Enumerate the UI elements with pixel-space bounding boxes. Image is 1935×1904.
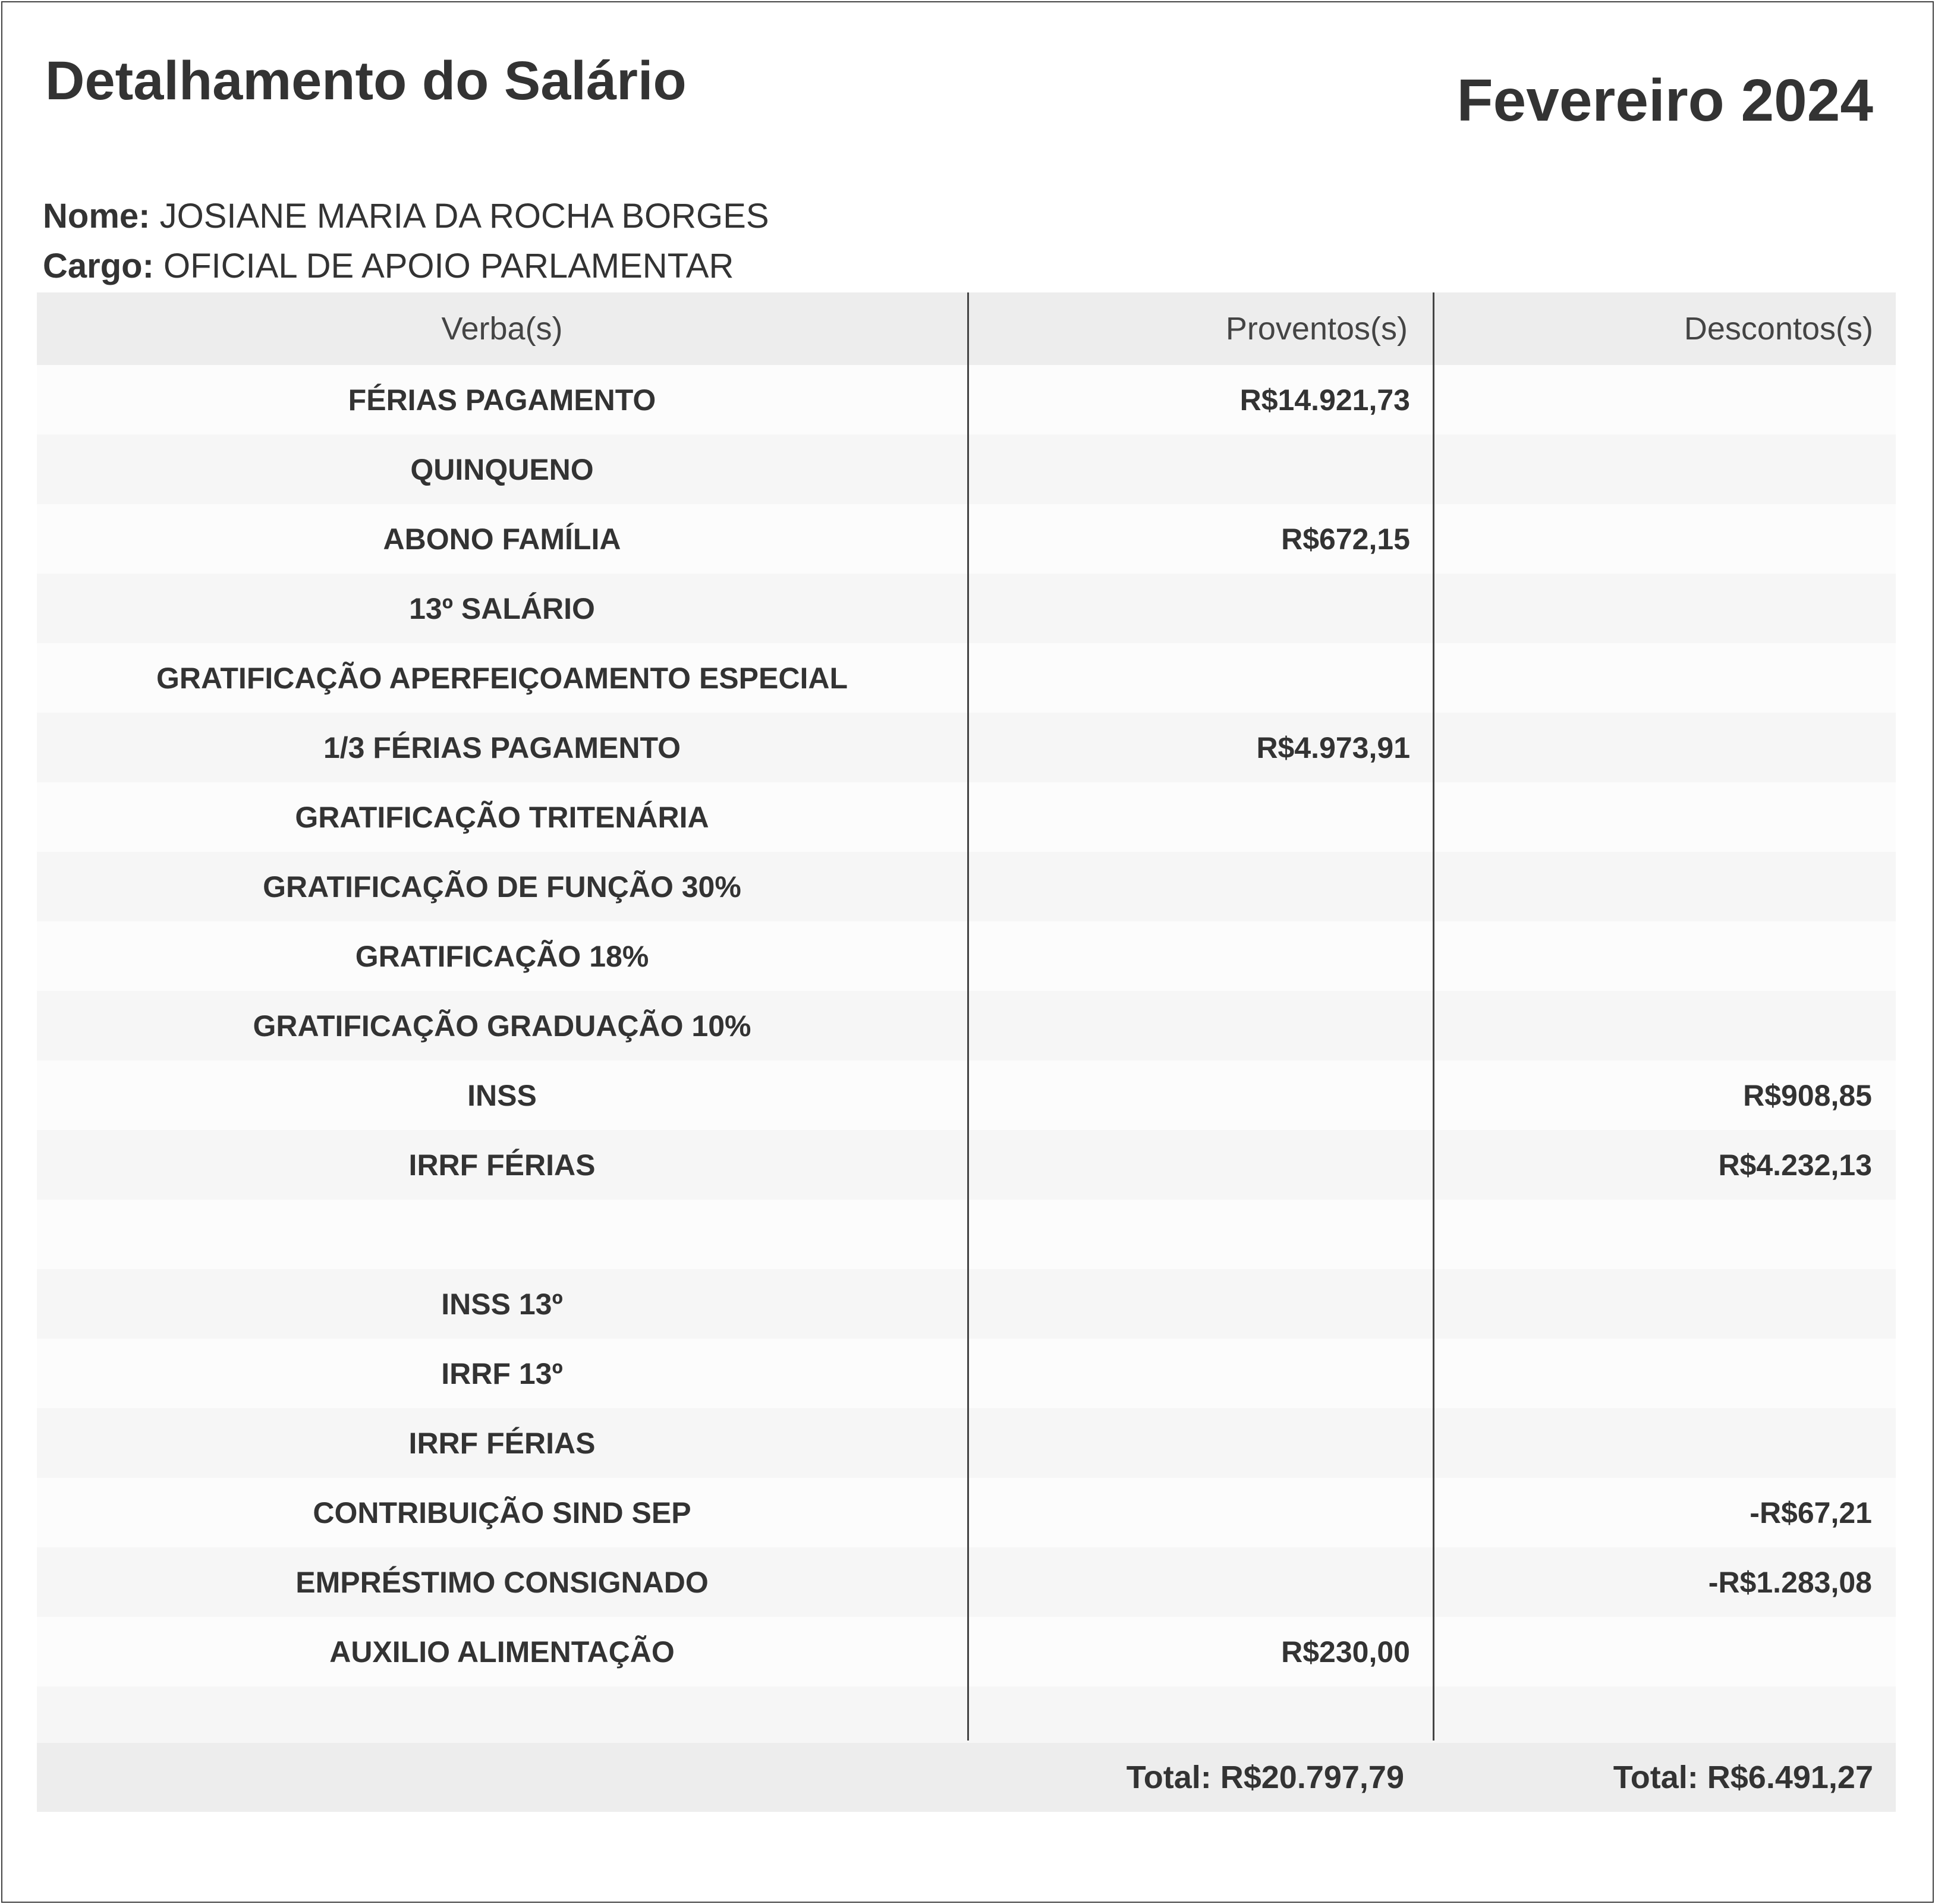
verba-cell: INSS 13º [441, 1287, 563, 1321]
proventos-cell [967, 435, 1433, 504]
descontos-cell [1433, 782, 1896, 852]
table-row [37, 713, 1896, 782]
verba-cell: EMPRÉSTIMO CONSIGNADO [295, 1565, 709, 1599]
role-label: Cargo: [43, 247, 154, 285]
proventos-cell [967, 1269, 1433, 1339]
proventos-cell [967, 852, 1433, 921]
proventos-cell [967, 1478, 1433, 1547]
table-row [37, 1339, 1896, 1408]
proventos-cell: R$672,15 [1281, 522, 1410, 556]
total-proventos: Total: R$20.797,79 [1126, 1760, 1404, 1795]
verba-cell: INSS [467, 1078, 537, 1112]
table-footer [37, 1743, 1896, 1812]
proventos-cell: R$14.921,73 [1239, 383, 1410, 417]
page-title: Detalhamento do Salário [45, 51, 687, 111]
proventos-cell [967, 1547, 1433, 1617]
table-row [37, 782, 1896, 852]
table-row [37, 1060, 1896, 1130]
table-row [37, 504, 1896, 574]
employee-name [43, 196, 769, 236]
employee-role [43, 246, 734, 286]
table-body [37, 365, 1896, 1756]
table-row [37, 365, 1896, 435]
proventos-cell [967, 1200, 1433, 1269]
name-value: JOSIANE MARIA DA ROCHA BORGES [159, 197, 769, 235]
proventos-cell [967, 782, 1433, 852]
verba-cell: GRATIFICAÇÃO DE FUNÇÃO 30% [263, 870, 741, 904]
table-header [37, 292, 1896, 365]
table-row [37, 1269, 1896, 1339]
table-row [37, 852, 1896, 921]
descontos-cell [1433, 574, 1896, 643]
descontos-cell [1433, 365, 1896, 435]
verba-cell: QUINQUENO [410, 452, 594, 486]
verba-cell: FÉRIAS PAGAMENTO [348, 383, 656, 417]
column-header-descontos: Descontos(s) [1684, 311, 1873, 347]
verba-cell [37, 1200, 967, 1269]
verba-cell: ABONO FAMÍLIA [383, 522, 621, 556]
descontos-cell [1433, 921, 1896, 991]
verba-cell: CONTRIBUIÇÃO SIND SEP [313, 1496, 691, 1530]
proventos-cell [967, 1130, 1433, 1200]
column-divider [967, 292, 969, 1741]
proventos-cell [967, 1060, 1433, 1130]
total-descontos: Total: R$6.491,27 [1613, 1760, 1873, 1795]
table-row [37, 574, 1896, 643]
descontos-cell [1433, 852, 1896, 921]
descontos-cell [1433, 504, 1896, 574]
verba-cell: GRATIFICAÇÃO TRITENÁRIA [295, 800, 709, 834]
table-row [37, 435, 1896, 504]
proventos-cell [967, 991, 1433, 1060]
proventos-cell [967, 574, 1433, 643]
descontos-cell: -R$67,21 [1750, 1496, 1872, 1530]
table-row [37, 1547, 1896, 1617]
descontos-cell [1433, 1339, 1896, 1408]
verba-cell: IRRF 13º [441, 1357, 563, 1390]
table-row [37, 921, 1896, 991]
descontos-cell: -R$1.283,08 [1708, 1565, 1872, 1599]
proventos-cell [967, 643, 1433, 713]
verba-cell: 1/3 FÉRIAS PAGAMENTO [323, 731, 681, 764]
proventos-cell [967, 921, 1433, 991]
column-header-verba: Verba(s) [441, 311, 563, 347]
descontos-cell [1433, 713, 1896, 782]
table-row [37, 1200, 1896, 1269]
column-header-proventos: Proventos(s) [1225, 311, 1408, 347]
descontos-cell [1433, 643, 1896, 713]
table-row [37, 1408, 1896, 1478]
verba-cell: GRATIFICAÇÃO GRADUAÇÃO 10% [253, 1009, 751, 1043]
verba-cell: GRATIFICAÇÃO 18% [355, 939, 649, 973]
verba-cell: GRATIFICAÇÃO APERFEIÇOAMENTO ESPECIAL [156, 661, 848, 695]
descontos-cell: R$908,85 [1743, 1078, 1872, 1112]
proventos-cell: R$230,00 [1281, 1635, 1410, 1669]
name-label: Nome: [43, 197, 150, 235]
salary-table [37, 292, 1896, 1756]
table-row [37, 991, 1896, 1060]
descontos-cell [1433, 1200, 1896, 1269]
role-value: OFICIAL DE APOIO PARLAMENTAR [163, 247, 734, 285]
table-row [37, 1130, 1896, 1200]
descontos-cell: R$4.232,13 [1718, 1148, 1872, 1182]
verba-cell: IRRF FÉRIAS [408, 1426, 596, 1460]
table-row [37, 1478, 1896, 1547]
descontos-cell [1433, 435, 1896, 504]
verba-cell: 13º SALÁRIO [409, 591, 595, 625]
table-row [37, 643, 1896, 713]
verba-cell: AUXILIO ALIMENTAÇÃO [329, 1635, 675, 1669]
proventos-cell [967, 1408, 1433, 1478]
descontos-cell [1433, 1617, 1896, 1686]
proventos-cell: R$4.973,91 [1256, 731, 1410, 764]
period-label: Fevereiro 2024 [1456, 67, 1873, 134]
verba-cell: IRRF FÉRIAS [408, 1148, 596, 1182]
descontos-cell [1433, 1408, 1896, 1478]
proventos-cell [967, 1339, 1433, 1408]
column-divider [1433, 292, 1434, 1741]
table-row [37, 1617, 1896, 1686]
descontos-cell [1433, 991, 1896, 1060]
descontos-cell [1433, 1269, 1896, 1339]
